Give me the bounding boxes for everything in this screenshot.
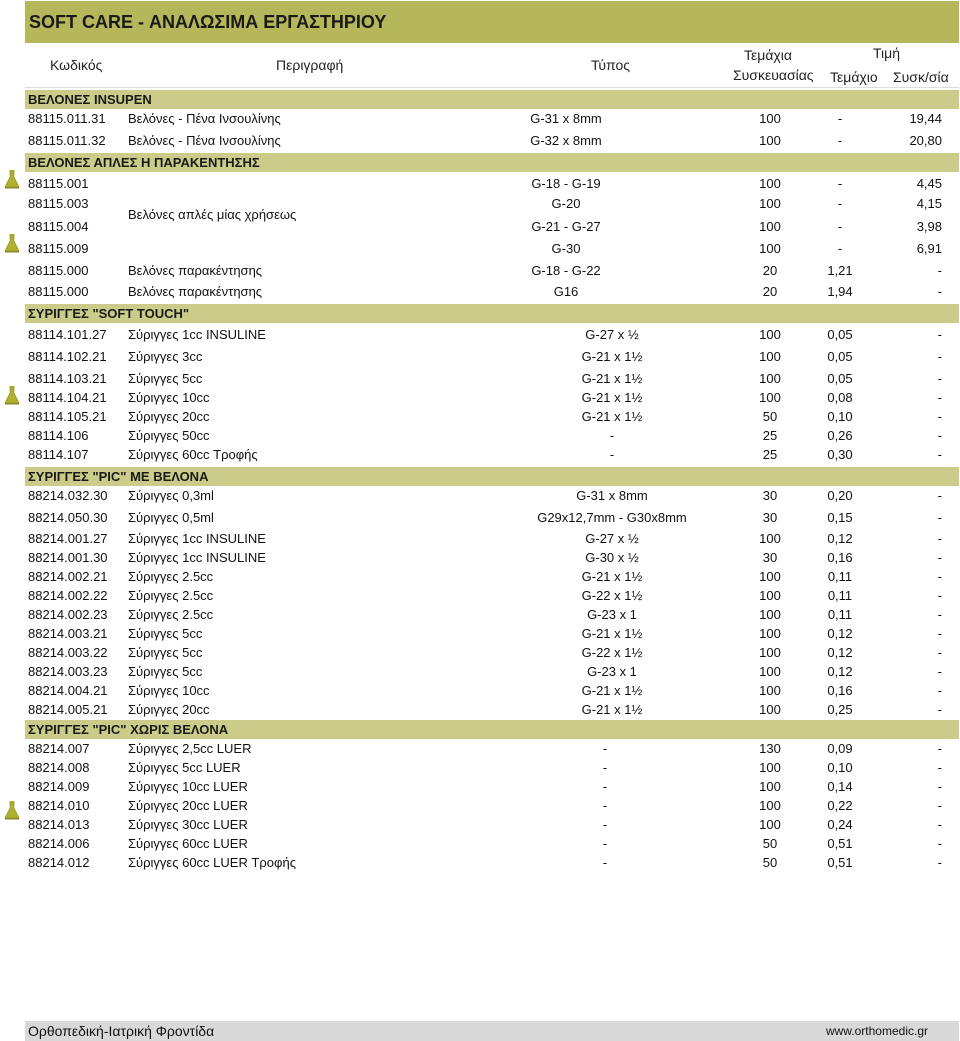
cell-code: 88214.003.22 xyxy=(28,645,108,660)
cell-unit-price: 0,51 xyxy=(827,855,853,870)
cell-box-price: 3,98 xyxy=(916,219,942,234)
cell-type: G-27 x ½ xyxy=(585,531,639,546)
cell-description: Σύριγγες 10cc xyxy=(128,683,210,698)
cell-box-price: 4,15 xyxy=(916,196,942,211)
section-header: ΣΥΡΙΓΓΕΣ "PIC" ΜΕ ΒΕΛΟΝΑ xyxy=(25,467,959,486)
cell-box-price: - xyxy=(937,626,942,641)
cell-unit-price: 0,08 xyxy=(827,390,853,405)
cell-type: G-23 x 1 xyxy=(587,664,637,679)
cell-unit-price: 0,11 xyxy=(827,607,853,622)
cell-description: Σύριγγες 0,5ml xyxy=(128,510,214,525)
cell-type: G-31 x 8mm xyxy=(576,488,648,503)
cell-unit-price: 0,16 xyxy=(827,683,853,698)
cell-pack-quantity: 100 xyxy=(759,798,781,813)
cell-description: Σύριγγες 60cc LUER xyxy=(128,836,248,851)
section-header: ΒΕΛΟΝΕΣ INSUPEN xyxy=(25,90,959,109)
cell-unit-price: - xyxy=(837,196,843,211)
cell-code: 88214.001.27 xyxy=(28,531,108,546)
cell-box-price: 6,91 xyxy=(916,241,942,256)
cell-code: 88214.002.21 xyxy=(28,569,108,584)
table-row xyxy=(0,388,960,407)
table-row xyxy=(0,131,960,150)
cell-unit-price: 0,15 xyxy=(827,510,853,525)
cell-type: G-30 x ½ xyxy=(585,550,639,565)
cell-code: 88115.000 xyxy=(28,263,89,278)
cell-pack-quantity: 100 xyxy=(759,683,781,698)
page-title: SOFT CARE - ΑΝΑΛΩΣΙΜΑ ΕΡΓΑΣΤΗΡΙΟΥ xyxy=(25,1,959,43)
cell-box-price: - xyxy=(937,702,942,717)
cell-box-price: - xyxy=(937,741,942,756)
table-row xyxy=(0,777,960,796)
cell-unit-price: 0,11 xyxy=(827,569,853,584)
cell-code: 88214.012 xyxy=(28,855,90,870)
cell-box-price: - xyxy=(937,817,942,832)
cell-type: G-18 - G-19 xyxy=(531,176,601,191)
table-row xyxy=(0,407,960,426)
cell-type: - xyxy=(602,741,608,756)
cell-type: - xyxy=(602,836,608,851)
cell-code: 88214.003.21 xyxy=(28,626,108,641)
cell-box-price: - xyxy=(937,855,942,870)
cell-unit-price: 0,05 xyxy=(827,327,853,342)
cell-box-price: - xyxy=(937,349,942,364)
cell-type: G-30 xyxy=(551,241,581,256)
cell-box-price: - xyxy=(937,447,942,462)
cell-box-price: - xyxy=(937,327,942,342)
cell-description: Σύριγγες 5cc LUER xyxy=(128,760,241,775)
table-row xyxy=(0,347,960,366)
table-row xyxy=(0,567,960,586)
cell-unit-price: 0,51 xyxy=(827,836,853,851)
table-row xyxy=(0,282,960,301)
cell-code: 88115.011.31 xyxy=(28,111,106,126)
table-row xyxy=(0,624,960,643)
cell-code: 88214.010 xyxy=(28,798,90,813)
cell-unit-price: 0,05 xyxy=(827,349,853,364)
cell-pack-quantity: 50 xyxy=(762,836,778,851)
cell-unit-price: 0,14 xyxy=(827,779,853,794)
cell-description: Σύριγγες 3cc xyxy=(128,349,203,364)
table-row xyxy=(0,109,960,128)
table-row xyxy=(0,643,960,662)
cell-pack-quantity: 100 xyxy=(759,588,781,603)
cell-type: G-31 x 8mm xyxy=(530,111,602,126)
cell-description: Σύριγγες 10cc xyxy=(128,390,210,405)
header-unit-price: Τεμάχιο xyxy=(830,69,878,85)
cell-unit-price: - xyxy=(837,111,843,126)
cell-unit-price: - xyxy=(837,133,843,148)
cell-description: Βελόνες παρακέντησης xyxy=(128,263,263,278)
header-price: Τιμή xyxy=(873,45,900,61)
cell-unit-price: 0,20 xyxy=(827,488,853,503)
cell-pack-quantity: 100 xyxy=(759,176,781,191)
cell-type: G-23 x 1 xyxy=(587,607,637,622)
cell-unit-price: 0,30 xyxy=(827,447,853,462)
cell-unit-price: 1,21 xyxy=(827,263,853,278)
cell-type: G-22 x 1½ xyxy=(581,588,643,603)
cell-box-price: - xyxy=(937,488,942,503)
cell-type: G-21 x 1½ xyxy=(581,626,643,641)
cell-description: Σύριγγες 1cc INSULINE xyxy=(128,327,266,342)
table-row xyxy=(0,681,960,700)
cell-code: 88214.006 xyxy=(28,836,90,851)
table-row xyxy=(0,486,960,505)
cell-type: G-18 - G-22 xyxy=(531,263,601,278)
cell-type: G-21 x 1½ xyxy=(581,390,643,405)
merged-description: Βελόνες απλές μίας χρήσεως xyxy=(128,207,297,222)
cell-box-price: - xyxy=(937,836,942,851)
table-row xyxy=(0,662,960,681)
cell-pack-quantity: 100 xyxy=(759,702,781,717)
cell-pack-quantity: 100 xyxy=(759,779,781,794)
header-pack-line1: Τεμάχια xyxy=(744,47,792,63)
cell-box-price: - xyxy=(937,607,942,622)
cell-pack-quantity: 100 xyxy=(759,645,781,660)
table-row xyxy=(0,445,960,464)
cell-type: G-21 x 1½ xyxy=(581,683,643,698)
cell-code: 88114.102.21 xyxy=(28,349,107,364)
header-description: Περιγραφή xyxy=(276,57,344,73)
cell-code: 88214.013 xyxy=(28,817,90,832)
cell-type: - xyxy=(602,855,608,870)
cell-unit-price: 0,05 xyxy=(827,371,853,386)
cell-box-price: - xyxy=(937,371,942,386)
cell-description: Σύριγγες 5cc xyxy=(128,626,203,641)
cell-pack-quantity: 100 xyxy=(759,241,781,256)
cell-pack-quantity: 100 xyxy=(759,531,781,546)
cell-box-price: - xyxy=(937,588,942,603)
cell-type: G-21 - G-27 xyxy=(531,219,601,234)
cell-type: - xyxy=(609,447,615,462)
cell-description: Σύριγγες 5cc xyxy=(128,664,203,679)
cell-box-price: - xyxy=(937,683,942,698)
table-row xyxy=(0,174,960,193)
cell-code: 88214.032.30 xyxy=(28,488,108,503)
cell-type: G-27 x ½ xyxy=(585,327,639,342)
cell-unit-price: - xyxy=(837,241,843,256)
cell-pack-quantity: 30 xyxy=(762,510,778,525)
table-row xyxy=(0,834,960,853)
cell-code: 88115.011.32 xyxy=(28,133,106,148)
table-row xyxy=(0,758,960,777)
cell-unit-price: 0,12 xyxy=(827,626,853,641)
cell-code: 88114.105.21 xyxy=(28,409,107,424)
cell-type: G-21 x 1½ xyxy=(581,409,643,424)
cell-type: G-21 x 1½ xyxy=(581,349,643,364)
cell-box-price: - xyxy=(937,569,942,584)
header-code: Κωδικός xyxy=(50,57,103,73)
cell-type: G-21 x 1½ xyxy=(581,371,643,386)
cell-box-price: 4,45 xyxy=(916,176,942,191)
cell-unit-price: 0,12 xyxy=(827,531,853,546)
table-header xyxy=(25,44,959,88)
cell-pack-quantity: 100 xyxy=(759,817,781,832)
cell-description: Σύριγγες 5cc xyxy=(128,371,203,386)
cell-description: Σύριγγες 30cc LUER xyxy=(128,817,248,832)
cell-unit-price: 0,16 xyxy=(827,550,853,565)
cell-code: 88114.106 xyxy=(28,428,89,443)
cell-unit-price: 0,10 xyxy=(827,409,853,424)
flask-icon xyxy=(4,385,20,405)
cell-description: Σύριγγες 2.5cc xyxy=(128,607,214,622)
cell-description: Βελόνες παρακέντησης xyxy=(128,284,263,299)
footer-company: Ορθοπεδική-Ιατρική Φροντίδα xyxy=(28,1023,215,1039)
cell-type: G-32 x 8mm xyxy=(530,133,602,148)
cell-description: Βελόνες - Πένα Ινσουλίνης xyxy=(128,133,281,148)
table-row xyxy=(0,548,960,567)
cell-code: 88214.008 xyxy=(28,760,90,775)
cell-box-price: - xyxy=(937,284,942,299)
table-row xyxy=(0,739,960,758)
cell-code: 88214.003.23 xyxy=(28,664,108,679)
cell-type: - xyxy=(602,798,608,813)
cell-box-price: - xyxy=(937,510,942,525)
cell-pack-quantity: 100 xyxy=(759,371,781,386)
cell-pack-quantity: 100 xyxy=(759,349,781,364)
cell-pack-quantity: 25 xyxy=(762,428,778,443)
cell-box-price: 19,44 xyxy=(909,111,942,126)
cell-description: Σύριγγες 20cc xyxy=(128,702,210,717)
cell-pack-quantity: 20 xyxy=(762,284,778,299)
cell-pack-quantity: 100 xyxy=(759,607,781,622)
cell-description: Σύριγγες 2,5cc LUER xyxy=(128,741,252,756)
cell-pack-quantity: 100 xyxy=(759,219,781,234)
cell-box-price: - xyxy=(937,779,942,794)
table-row xyxy=(0,700,960,719)
cell-code: 88114.104.21 xyxy=(28,390,107,405)
cell-description: Σύριγγες 1cc INSULINE xyxy=(128,550,266,565)
flask-icon xyxy=(4,233,20,253)
cell-pack-quantity: 20 xyxy=(762,263,778,278)
cell-description: Σύριγγες 1cc INSULINE xyxy=(128,531,266,546)
cell-code: 88214.009 xyxy=(28,779,90,794)
table-row xyxy=(0,815,960,834)
cell-code: 88115.001 xyxy=(28,176,89,191)
cell-unit-price: 0,22 xyxy=(827,798,853,813)
cell-box-price: - xyxy=(937,390,942,405)
cell-code: 88214.002.22 xyxy=(28,588,108,603)
cell-code: 88115.004 xyxy=(28,219,89,234)
cell-type: G-20 xyxy=(551,196,581,211)
cell-box-price: - xyxy=(937,645,942,660)
cell-description: Σύριγγες 60cc Τροφής xyxy=(128,447,258,462)
cell-code: 88214.007 xyxy=(28,741,90,756)
cell-code: 88214.050.30 xyxy=(28,510,108,525)
cell-unit-price: 0,12 xyxy=(827,664,853,679)
cell-type: G-21 x 1½ xyxy=(581,702,643,717)
cell-box-price: - xyxy=(937,550,942,565)
cell-unit-price: 0,12 xyxy=(827,645,853,660)
cell-code: 88115.009 xyxy=(28,241,89,256)
cell-box-price: - xyxy=(937,409,942,424)
cell-type: G16 xyxy=(553,284,579,299)
cell-pack-quantity: 100 xyxy=(759,133,781,148)
cell-pack-quantity: 100 xyxy=(759,196,781,211)
cell-code: 88214.005.21 xyxy=(28,702,108,717)
cell-type: - xyxy=(602,779,608,794)
cell-unit-price: 0,24 xyxy=(827,817,853,832)
cell-pack-quantity: 100 xyxy=(759,760,781,775)
cell-pack-quantity: 100 xyxy=(759,327,781,342)
cell-unit-price: - xyxy=(837,219,843,234)
section-header: ΣΥΡΙΓΓΕΣ "PIC" ΧΩΡΙΣ ΒΕΛΟΝΑ xyxy=(25,720,959,739)
cell-code: 88214.001.30 xyxy=(28,550,108,565)
cell-box-price: - xyxy=(937,531,942,546)
cell-type: G29x12,7mm - G30x8mm xyxy=(537,510,687,525)
cell-code: 88214.004.21 xyxy=(28,683,108,698)
cell-description: Βελόνες - Πένα Ινσουλίνης xyxy=(128,111,281,126)
table-row xyxy=(0,796,960,815)
cell-code: 88214.002.23 xyxy=(28,607,108,622)
cell-description: Σύριγγες 0,3ml xyxy=(128,488,214,503)
cell-description: Σύριγγες 2.5cc xyxy=(128,569,214,584)
table-row xyxy=(0,369,960,388)
header-pack-line2: Συσκευασίας xyxy=(733,67,814,83)
cell-pack-quantity: 100 xyxy=(759,626,781,641)
header-type: Τύπος xyxy=(591,57,630,73)
cell-unit-price: 0,11 xyxy=(827,588,853,603)
table-row xyxy=(0,586,960,605)
cell-unit-price: 0,10 xyxy=(827,760,853,775)
cell-code: 88115.003 xyxy=(28,196,89,211)
table-row xyxy=(0,325,960,344)
footer xyxy=(25,1021,959,1041)
cell-pack-quantity: 100 xyxy=(759,390,781,405)
cell-pack-quantity: 50 xyxy=(762,855,778,870)
cell-pack-quantity: 100 xyxy=(759,569,781,584)
cell-description: Σύριγγες 50cc xyxy=(128,428,210,443)
table-row xyxy=(0,605,960,624)
cell-box-price: - xyxy=(937,428,942,443)
table-row xyxy=(0,529,960,548)
cell-pack-quantity: 30 xyxy=(762,550,778,565)
cell-code: 88114.107 xyxy=(28,447,89,462)
cell-description: Σύριγγες 2.5cc xyxy=(128,588,214,603)
cell-unit-price: 0,09 xyxy=(827,741,853,756)
header-box-price: Συσκ/σία xyxy=(893,69,949,85)
cell-description: Σύριγγες 20cc LUER xyxy=(128,798,248,813)
cell-pack-quantity: 130 xyxy=(759,741,781,756)
section-header: ΒΕΛΟΝΕΣ ΑΠΛΕΣ Η ΠΑΡΑΚΕΝΤΗΣΗΣ xyxy=(25,153,959,172)
cell-type: G-22 x 1½ xyxy=(581,645,643,660)
table-row xyxy=(0,508,960,527)
cell-box-price: - xyxy=(937,798,942,813)
cell-type: - xyxy=(609,428,615,443)
cell-pack-quantity: 25 xyxy=(762,447,778,462)
cell-unit-price: 0,26 xyxy=(827,428,853,443)
table-row xyxy=(0,261,960,280)
cell-unit-price: 0,25 xyxy=(827,702,853,717)
cell-pack-quantity: 100 xyxy=(759,111,781,126)
cell-pack-quantity: 50 xyxy=(762,409,778,424)
cell-description: Σύριγγες 20cc xyxy=(128,409,210,424)
flask-icon xyxy=(4,169,20,189)
cell-code: 88114.103.21 xyxy=(28,371,107,386)
cell-code: 88114.101.27 xyxy=(28,327,107,342)
table-row xyxy=(0,239,960,258)
section-header: ΣΥΡΙΓΓΕΣ "SOFT TOUCH" xyxy=(25,304,959,323)
cell-type: - xyxy=(602,817,608,832)
table-row xyxy=(0,426,960,445)
cell-box-price: 20,80 xyxy=(909,133,942,148)
cell-type: - xyxy=(602,760,608,775)
cell-box-price: - xyxy=(937,664,942,679)
cell-description: Σύριγγες 10cc LUER xyxy=(128,779,248,794)
footer-website: www.orthomedic.gr xyxy=(825,1024,928,1038)
cell-box-price: - xyxy=(937,263,942,278)
cell-box-price: - xyxy=(937,760,942,775)
cell-type: G-21 x 1½ xyxy=(581,569,643,584)
cell-description: Σύριγγες 60cc LUER Τροφής xyxy=(128,855,296,870)
flask-icon xyxy=(4,800,20,820)
cell-code: 88115.000 xyxy=(28,284,89,299)
cell-pack-quantity: 100 xyxy=(759,664,781,679)
cell-unit-price: 1,94 xyxy=(827,284,853,299)
cell-description: Σύριγγες 5cc xyxy=(128,645,203,660)
table-row xyxy=(0,853,960,872)
cell-unit-price: - xyxy=(837,176,843,191)
cell-pack-quantity: 30 xyxy=(762,488,778,503)
